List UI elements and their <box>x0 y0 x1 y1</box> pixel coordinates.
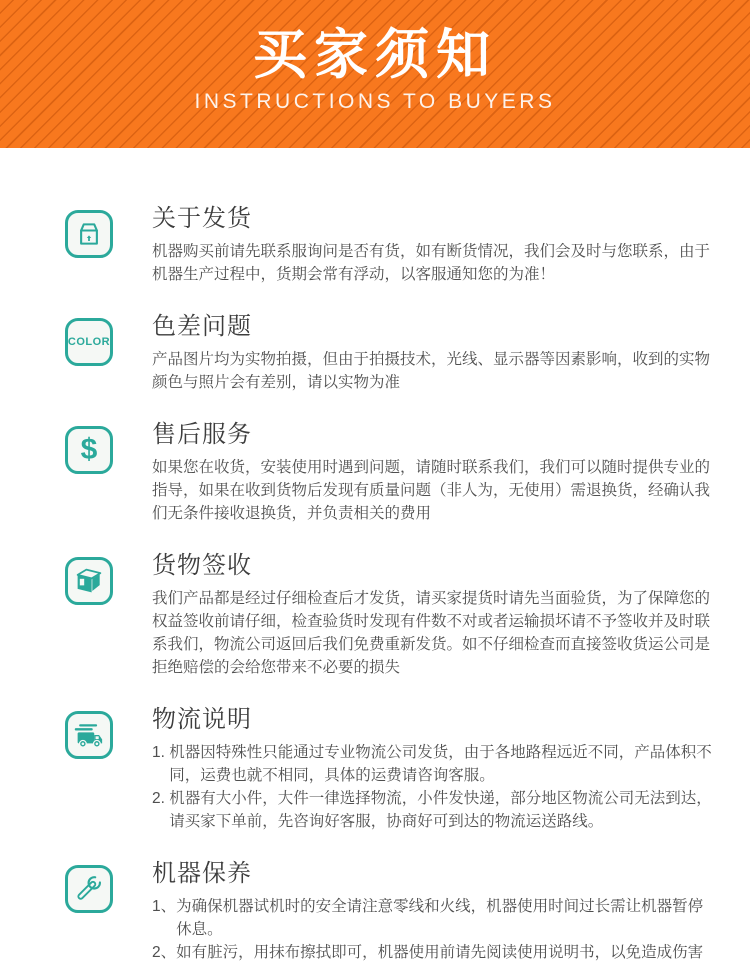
wrench-icon <box>65 865 113 913</box>
section-goods-receipt <box>65 551 712 679</box>
truck-icon <box>65 711 113 759</box>
section-title: 货物签收 <box>152 552 252 579</box>
list-item <box>152 741 712 787</box>
page-subtitle: INSTRUCTIONS TO BUYERS <box>194 90 556 113</box>
header-banner <box>0 0 750 148</box>
section-list <box>152 741 712 833</box>
color-icon <box>65 318 113 366</box>
dollar-icon-label: $ <box>80 433 98 466</box>
list-marker: 2、 <box>152 944 177 961</box>
list-marker: 2. <box>152 790 170 807</box>
list-text: 机器因特殊性只能通过专业物流公司发货，由于各地路程远近不同，产品体积不同，运费也就不相同，具体的运费请咨询客服。 <box>169 744 712 784</box>
list-marker: 1、 <box>152 898 177 915</box>
list-item <box>152 787 712 833</box>
section-logistics <box>65 705 712 833</box>
box-3d-icon <box>65 557 113 605</box>
section-text: 如果您在收货，安装使用时遇到问题，请随时联系我们，我们可以随时提供专业的指导，如果在收到货物后发现有质量问题（非人为，无使用）需退换货，经确认我们无条件接收退换货，并负责相关的费用 <box>152 459 711 522</box>
section-title: 售后服务 <box>152 421 252 448</box>
notice-sections <box>0 148 750 964</box>
list-marker: 1. <box>152 744 170 761</box>
section-text: 机器购买前请先联系服询问是否有货，如有断货情况，我们会及时与您联系，由于机器生产过程中，货期会常有浮动，以客服通知您的为准！ <box>152 243 711 283</box>
list-item <box>152 941 712 964</box>
page-title: 买家须知 <box>253 25 497 85</box>
package-icon <box>65 210 113 258</box>
dollar-icon <box>65 426 113 474</box>
section-title: 机器保养 <box>152 860 252 887</box>
section-title: 物流说明 <box>152 706 252 733</box>
list-text: 如有脏污，用抹布擦拭即可，机器使用前请先阅读使用说明书，以免造成伤害 <box>176 944 704 961</box>
section-list <box>152 895 712 964</box>
section-text: 我们产品都是经过仔细检查后才发货，请买家提货时请先当面验货，为了保障您的权益签收前请仔细，检查验货时发现有件数不对或者运输损坏请不予签收并及时联系我们，物流公司返回后我们免费重新发货。如不仔细检查而直接签收货运公司是拒绝赔偿的会给您带来不必要的损失 <box>152 590 711 676</box>
section-title: 关于发货 <box>152 205 252 232</box>
list-text: 为确保机器试机时的安全请注意零线和火线，机器使用时间过长需让机器暂停休息。 <box>176 898 704 938</box>
section-title: 色差问题 <box>152 313 252 340</box>
section-text: 产品图片均为实物拍摄，但由于拍摄技术，光线、显示器等因素影响，收到的实物颜色与照片会有差别，请以实物为准 <box>152 351 711 391</box>
list-item <box>152 895 712 941</box>
list-text: 机器有大小件，大件一律选择物流，小件发快递，部分地区物流公司无法到达，请买家下单前，先咨询好客服，协商好可到达的物流运送路线。 <box>169 790 712 830</box>
section-after-sales <box>65 420 712 525</box>
section-color-difference <box>65 312 712 394</box>
section-maintenance <box>65 859 712 964</box>
color-icon-label: COLOR <box>67 336 111 348</box>
section-shipping <box>65 204 712 286</box>
